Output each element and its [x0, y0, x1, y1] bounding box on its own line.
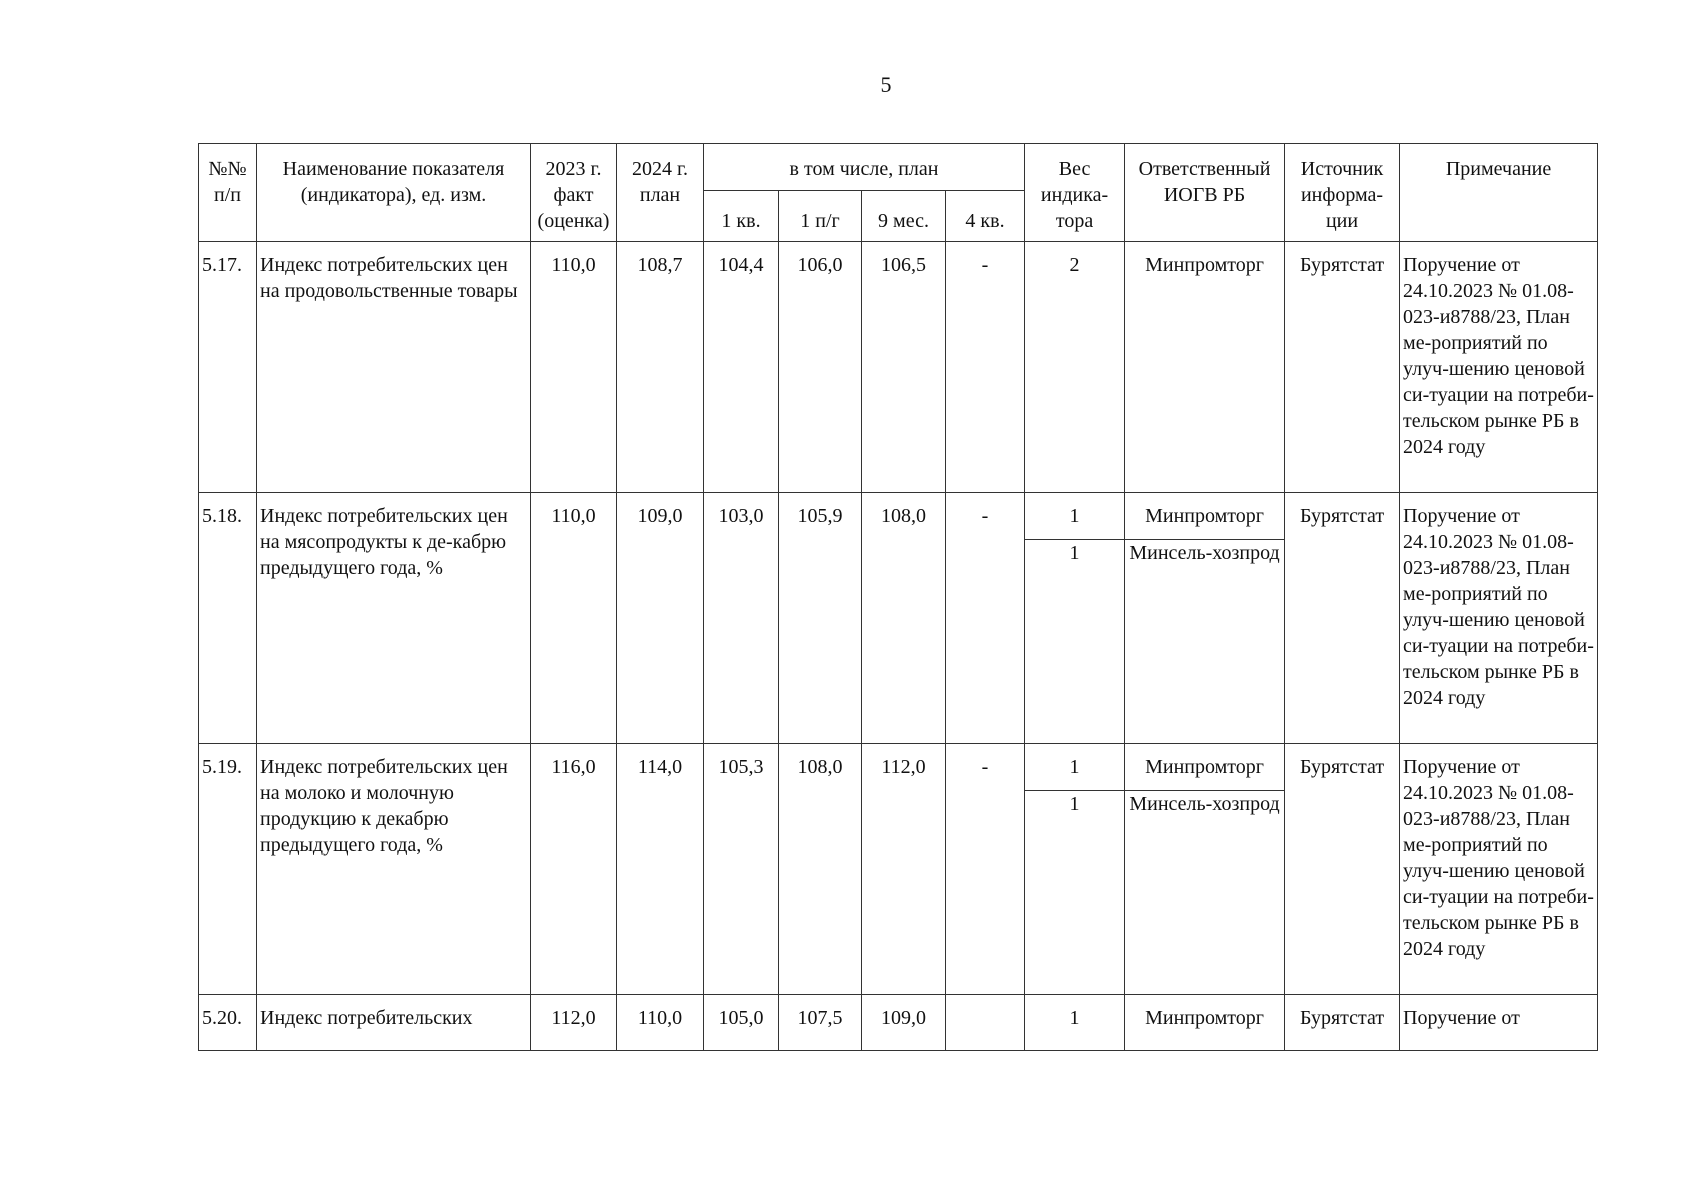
- header-h1: 1 п/г: [779, 191, 862, 242]
- row-fact-2023: 112,0: [531, 995, 617, 1051]
- row-h1: 107,5: [779, 995, 862, 1051]
- row-source: Бурятстат: [1285, 493, 1400, 744]
- header-responsible: Ответственный ИОГВ РБ: [1125, 144, 1285, 242]
- header-plan-2024: 2024 г. план: [617, 144, 704, 242]
- row-name: Индекс потребительских цен на продовольственные товары: [257, 242, 531, 493]
- row-name: Индекс потребительских: [257, 995, 531, 1051]
- row-num: 5.19.: [199, 744, 257, 995]
- row-source: Бурятстат: [1285, 995, 1400, 1051]
- table-row: [199, 744, 1598, 791]
- row-fact-2023: 110,0: [531, 242, 617, 493]
- row-source: Бурятстат: [1285, 744, 1400, 995]
- row-h1: 106,0: [779, 242, 862, 493]
- row-name: Индекс потребительских цен на мясопродукты к де-кабрю предыдущего года, %: [257, 493, 531, 744]
- table-row: [199, 995, 1598, 1051]
- row-name: Индекс потребительских цен на молоко и молочную продукцию к декабрю предыдущего года, %: [257, 744, 531, 995]
- row-fact-2023: 110,0: [531, 493, 617, 744]
- row-q4: -: [946, 493, 1025, 744]
- row-source: Бурятстат: [1285, 242, 1400, 493]
- row-fact-2023: 116,0: [531, 744, 617, 995]
- row-plan-2024: 109,0: [617, 493, 704, 744]
- row-q4: [946, 995, 1025, 1051]
- row-note: Поручение от 24.10.2023 № 01.08-023-и8788/23, План ме-роприятий по улуч-шению ценовой си-туации на потреби-тельском рынке РБ в 2024 году: [1400, 493, 1598, 744]
- row-9m: 109,0: [862, 995, 946, 1051]
- row-9m: 108,0: [862, 493, 946, 744]
- row-q1: 105,3: [704, 744, 779, 995]
- row-responsible: Минпромторг: [1125, 744, 1285, 791]
- indicators-table: [198, 143, 1598, 1051]
- header-weight: Вес индика-тора: [1025, 144, 1125, 242]
- header-fact-2023: 2023 г. факт (оценка): [531, 144, 617, 242]
- row-weight: 1: [1025, 995, 1125, 1051]
- row-num: 5.17.: [199, 242, 257, 493]
- row-plan-2024: 110,0: [617, 995, 704, 1051]
- header-q4: 4 кв.: [946, 191, 1025, 242]
- table-row: [199, 242, 1598, 493]
- row-9m: 106,5: [862, 242, 946, 493]
- header-note: Примечание: [1400, 144, 1598, 242]
- header-num: №№ п/п: [199, 144, 257, 242]
- row-responsible: Минсель-хозпрод: [1125, 791, 1285, 995]
- row-plan-2024: 114,0: [617, 744, 704, 995]
- header-source: Источник информа-ции: [1285, 144, 1400, 242]
- row-weight: 1: [1025, 493, 1125, 540]
- row-responsible: Минпромторг: [1125, 242, 1285, 493]
- page-number: 5: [880, 72, 892, 97]
- row-q4: -: [946, 744, 1025, 995]
- row-weight: 1: [1025, 540, 1125, 744]
- row-note: Поручение от 24.10.2023 № 01.08-023-и8788/23, План ме-роприятий по улуч-шению ценовой си-туации на потреби-тельском рынке РБ в 2024 году: [1400, 744, 1598, 995]
- row-weight: 1: [1025, 791, 1125, 995]
- header-q1: 1 кв.: [704, 191, 779, 242]
- row-responsible: Минпромторг: [1125, 995, 1285, 1051]
- row-weight: 1: [1025, 744, 1125, 791]
- row-h1: 108,0: [779, 744, 862, 995]
- row-q4: -: [946, 242, 1025, 493]
- header-name: Наименование показателя (индикатора), ед. изм.: [257, 144, 531, 242]
- row-h1: 105,9: [779, 493, 862, 744]
- header-9m: 9 мес.: [862, 191, 946, 242]
- row-responsible: Минпромторг: [1125, 493, 1285, 540]
- row-note: Поручение от 24.10.2023 № 01.08-023-и8788/23, План ме-роприятий по улуч-шению ценовой си-туации на потреби-тельском рынке РБ в 2024 году: [1400, 242, 1598, 493]
- row-q1: 104,4: [704, 242, 779, 493]
- row-9m: 112,0: [862, 744, 946, 995]
- header-row: [199, 144, 1598, 191]
- table-row: [199, 493, 1598, 540]
- row-num: 5.18.: [199, 493, 257, 744]
- row-responsible: Минсель-хозпрод: [1125, 540, 1285, 744]
- row-note: Поручение от: [1400, 995, 1598, 1051]
- row-plan-2024: 108,7: [617, 242, 704, 493]
- header-including-plan: в том числе, план: [704, 144, 1025, 191]
- row-weight: 2: [1025, 242, 1125, 493]
- row-num: 5.20.: [199, 995, 257, 1051]
- row-q1: 103,0: [704, 493, 779, 744]
- row-q1: 105,0: [704, 995, 779, 1051]
